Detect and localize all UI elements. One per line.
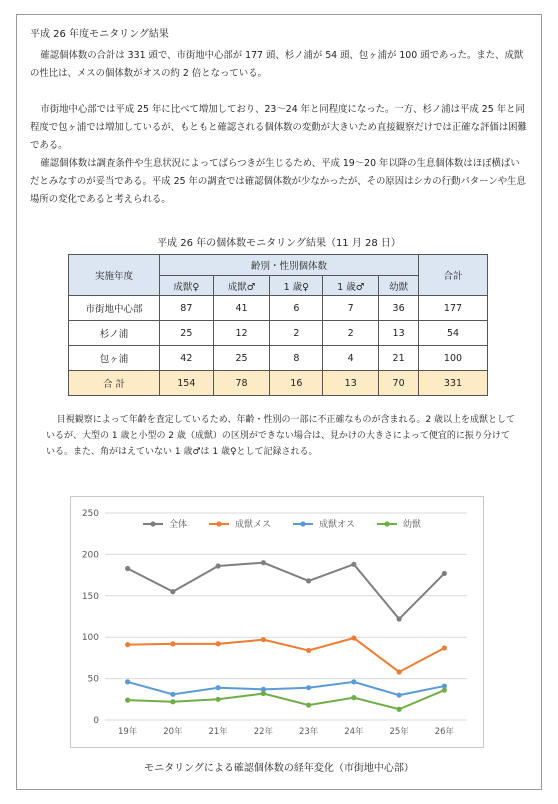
data-point	[261, 637, 266, 642]
data-point	[170, 692, 175, 697]
table-cell: 8	[270, 346, 323, 371]
data-point	[351, 562, 356, 567]
y-tick-label: 50	[87, 674, 99, 685]
x-tick-label: 23年	[298, 727, 319, 737]
row-label: 杉ノ浦	[69, 321, 160, 346]
data-point	[125, 679, 130, 684]
table-cell: 16	[270, 371, 323, 396]
data-point	[442, 645, 447, 650]
paragraph-2: 市街地中心部では平成 25 年に比べて増加しており、23～24 年と同程度になった。一方、杉ノ浦は平成 25 年と同程度で包ヶ浦では増加しているが、もともと確認される個体数の変動が大きいため直接観察だけでは正確な評価は困難である。	[30, 104, 527, 151]
table-row	[69, 296, 488, 321]
row-total: 54	[419, 321, 488, 346]
data-point	[170, 641, 175, 646]
y-tick-label: 200	[81, 550, 99, 561]
data-point	[125, 642, 130, 647]
legend-label: 成獣メス	[235, 520, 272, 530]
x-tick-label: 26年	[434, 727, 455, 737]
data-point	[125, 698, 130, 703]
legend-marker	[216, 521, 221, 526]
y-tick-label: 150	[81, 591, 99, 602]
page-title: 平成 26 年度モニタリング結果	[30, 29, 169, 40]
row-total: 100	[419, 346, 488, 371]
y-tick-label: 250	[81, 509, 99, 519]
legend-label: 幼獣	[403, 520, 422, 530]
subheader: 成獣♂	[213, 276, 270, 296]
table-note: 目視観察によって年齢を査定しているため、年齢・性別の一部に不正確なものが含まれる。2 歳以上を成獣としているが、大型の 1 歳と小型の 2 歳（成獣）の区別ができない場合は、見かけの大きさによって便宜的に振り分けている。また、角がはえていない 1 歳♂は 1 歳♀として記録される。	[46, 415, 516, 457]
row-label: 包ヶ浦	[69, 346, 160, 371]
x-tick-label: 21年	[208, 727, 228, 737]
data-point	[442, 688, 447, 693]
table-cell: 2	[270, 321, 323, 346]
row-total: 177	[419, 296, 488, 321]
data-point	[216, 563, 221, 568]
table-cell: 12	[213, 321, 270, 346]
line-chart	[71, 497, 483, 747]
data-point	[216, 641, 221, 646]
data-point	[351, 635, 356, 640]
data-point	[351, 695, 356, 700]
data-point	[261, 560, 266, 565]
table-cell: 6	[270, 296, 323, 321]
data-point	[397, 616, 402, 621]
data-point	[351, 679, 356, 684]
table-row	[69, 346, 488, 371]
total-row	[69, 371, 488, 396]
data-point	[125, 566, 130, 571]
data-point	[397, 669, 402, 674]
total-label: 合 計	[69, 371, 160, 396]
data-point	[306, 648, 311, 653]
x-tick-label: 19年	[117, 727, 138, 737]
table-row	[69, 321, 488, 346]
x-tick-label: 22年	[253, 727, 274, 737]
paragraph-1: 確認個体数の合計は 331 頭で、市街地中心部が 177 頭、杉ノ浦が 54 頭、包ヶ浦が 100 頭であった。また、成獣の性比は、メスの個体数がオスの約 2 倍となっている。	[30, 50, 524, 79]
table-cell: 154	[160, 371, 214, 396]
chart-caption: モニタリングによる確認個体数の経年変化（市街地中心部）	[144, 763, 414, 774]
grand-total: 331	[419, 371, 488, 396]
legend-label: 全体	[169, 520, 188, 530]
y-tick-label: 0	[93, 716, 99, 726]
table-cell: 25	[160, 321, 214, 346]
data-point	[261, 691, 266, 696]
table-cell: 87	[160, 296, 214, 321]
table-cell: 70	[379, 371, 419, 396]
data-point	[216, 697, 221, 702]
data-point	[306, 578, 311, 583]
subheader: 幼獣	[379, 276, 419, 296]
x-tick-label: 24年	[344, 727, 364, 737]
table-caption: 平成 26 年の個体数モニタリング結果（11 月 28 日）	[157, 238, 401, 249]
data-point	[306, 702, 311, 707]
row-label: 市街地中心部	[69, 296, 160, 321]
table-cell: 41	[213, 296, 270, 321]
col-year-header: 実施年度	[69, 255, 160, 296]
col-total-header: 合計	[419, 255, 488, 296]
table-cell: 78	[213, 371, 270, 396]
subheader: 成獣♀	[160, 276, 214, 296]
table-cell: 42	[160, 346, 214, 371]
data-point	[216, 685, 221, 690]
x-tick-label: 25年	[389, 727, 409, 737]
data-point	[306, 685, 311, 690]
y-tick-label: 100	[81, 633, 99, 644]
table-cell: 25	[213, 346, 270, 371]
table-cell: 13	[323, 371, 379, 396]
group-header: 齢別・性別個体数	[160, 255, 419, 276]
table-cell: 36	[379, 296, 419, 321]
table-cell: 21	[379, 346, 419, 371]
table-cell: 7	[323, 296, 379, 321]
subheader: 1 歳♂	[323, 276, 379, 296]
legend-marker	[384, 521, 389, 526]
data-point	[170, 589, 175, 594]
monitoring-table	[68, 254, 488, 396]
data-point	[397, 693, 402, 698]
table-cell: 4	[323, 346, 379, 371]
x-tick-label: 20年	[163, 727, 183, 737]
legend-label: 成獣オス	[319, 520, 355, 530]
paragraph-3: 確認個体数は調査条件や生息状況によってばらつきが生じるため、平成 19～20 年以降の生息個体数はほぼ横ばいだとみなすのが妥当である。平成 25 年の調査では確認個体数が少なかったが、その原因はシカの行動パターンや生息場所の変化であると考えられる。	[30, 158, 526, 205]
data-point	[397, 707, 402, 712]
table-cell: 2	[323, 321, 379, 346]
legend-marker	[300, 521, 305, 526]
chart-frame	[70, 496, 484, 748]
table-cell: 13	[379, 321, 419, 346]
data-point	[442, 571, 447, 576]
subheader: 1 歳♀	[270, 276, 323, 296]
data-point	[170, 699, 175, 704]
legend-marker	[150, 521, 155, 526]
